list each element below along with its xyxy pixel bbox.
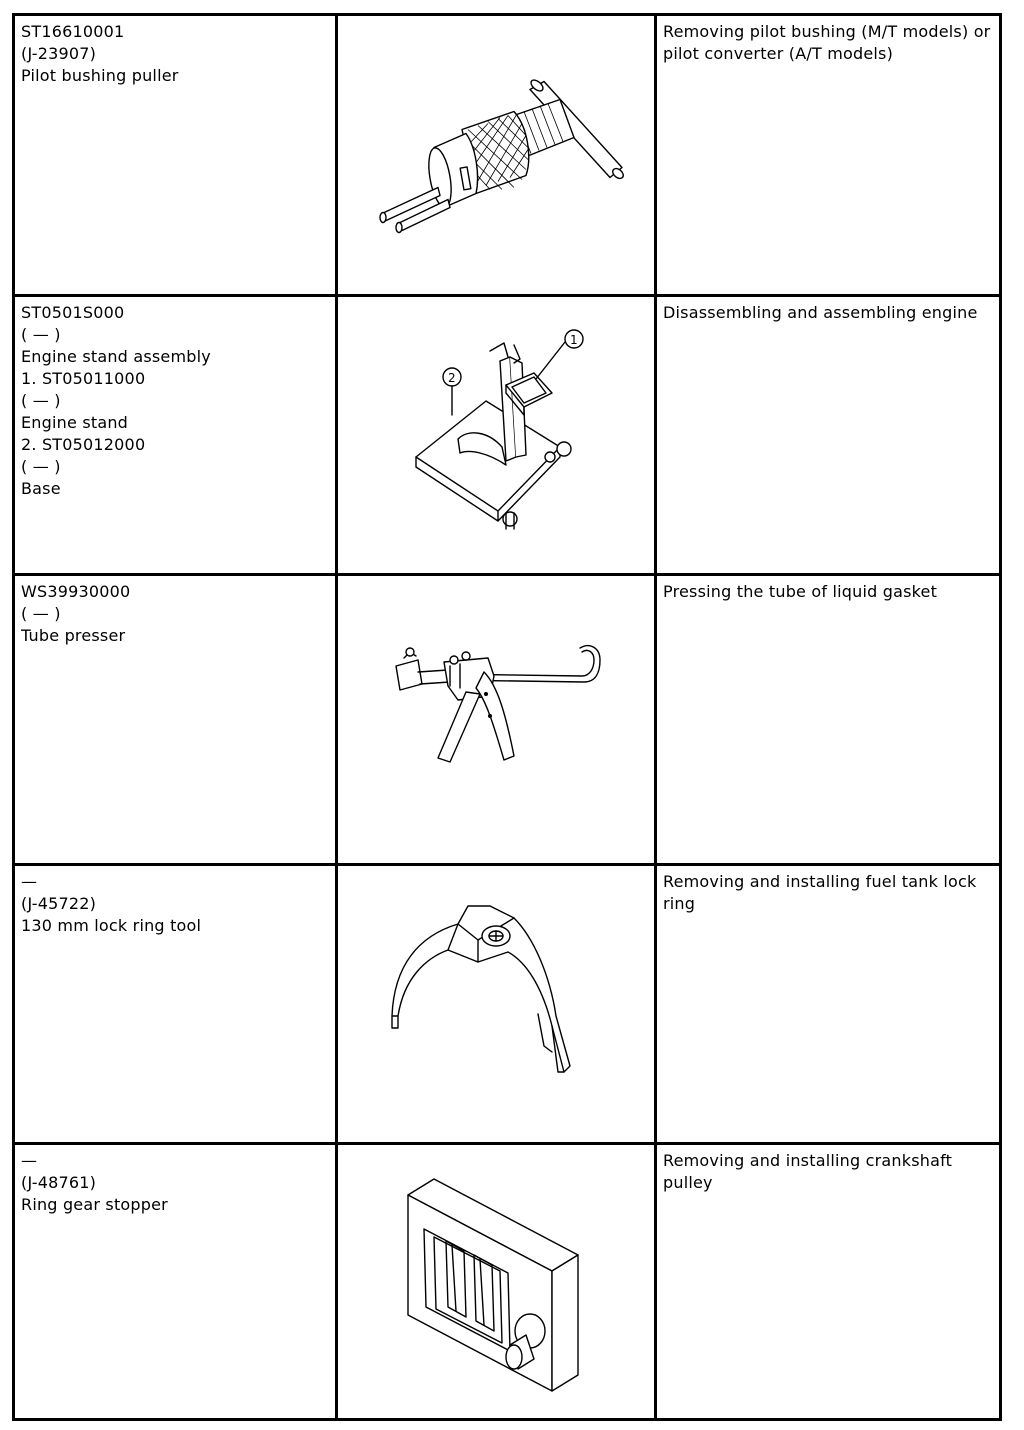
table-row <box>15 573 999 863</box>
table-row <box>15 863 999 1142</box>
tool-number: ST0501S000 <box>21 303 125 322</box>
tool-illustration-cell <box>335 16 657 294</box>
component-1-name: Engine stand <box>21 413 129 432</box>
tool-number: — <box>21 872 38 891</box>
tool-name: 130 mm lock ring tool <box>21 916 202 935</box>
tool-alt-number: (J-48761) <box>21 1173 97 1192</box>
tool-number-cell <box>15 866 335 1142</box>
component-2-name: Base <box>21 479 61 498</box>
ring-gear-stopper-illustration <box>338 1145 654 1418</box>
tool-name: Pilot bushing puller <box>21 66 179 85</box>
tool-description: Disassembling and assembling engine <box>663 303 978 322</box>
table-row <box>15 294 999 573</box>
tool-number: ST16610001 <box>21 22 125 41</box>
tool-alt-number: ( — ) <box>21 325 61 344</box>
callout-2: 2 <box>448 371 456 385</box>
tool-number-cell <box>15 1145 335 1418</box>
tool-illustration-cell <box>335 297 657 573</box>
tool-name: Ring gear stopper <box>21 1195 168 1214</box>
tool-number-cell <box>15 576 335 863</box>
component-1-number: 1. ST05011000 <box>21 369 146 388</box>
tool-description-cell <box>657 866 999 1142</box>
table-row <box>15 1142 999 1418</box>
tool-description: Removing and installing crankshaft pulley <box>663 1151 953 1192</box>
engine-stand-illustration <box>338 297 654 573</box>
special-tools-table <box>12 13 1002 1421</box>
tool-number: WS39930000 <box>21 582 131 601</box>
pilot-bushing-puller-illustration <box>338 16 654 294</box>
component-1-alt-number: ( — ) <box>21 391 61 410</box>
tool-description-cell <box>657 576 999 863</box>
tool-description: Removing and installing fuel tank lock ring <box>663 872 977 913</box>
tool-alt-number: (J-45722) <box>21 894 97 913</box>
component-2-number: 2. ST05012000 <box>21 435 146 454</box>
tool-number-cell <box>15 297 335 573</box>
lock-ring-tool-illustration <box>338 866 654 1142</box>
table-row <box>15 16 999 294</box>
tool-description-cell <box>657 1145 999 1418</box>
tool-description-cell <box>657 16 999 294</box>
tool-name: Tube presser <box>21 626 126 645</box>
tool-description: Pressing the tube of liquid gasket <box>663 582 938 601</box>
tool-illustration-cell <box>335 576 657 863</box>
tool-alt-number: (J-23907) <box>21 44 97 63</box>
tool-number-cell <box>15 16 335 294</box>
tool-description: Removing pilot bushing (M/T models) or pilot converter (A/T models) <box>663 22 991 63</box>
component-2-alt-number: ( — ) <box>21 457 61 476</box>
tool-illustration-cell <box>335 1145 657 1418</box>
tool-number: — <box>21 1151 38 1170</box>
callout-1: 1 <box>570 333 578 347</box>
tool-alt-number: ( — ) <box>21 604 61 623</box>
tool-name: Engine stand assembly <box>21 347 211 366</box>
tool-illustration-cell <box>335 866 657 1142</box>
tube-presser-illustration <box>338 576 654 863</box>
tool-description-cell <box>657 297 999 573</box>
